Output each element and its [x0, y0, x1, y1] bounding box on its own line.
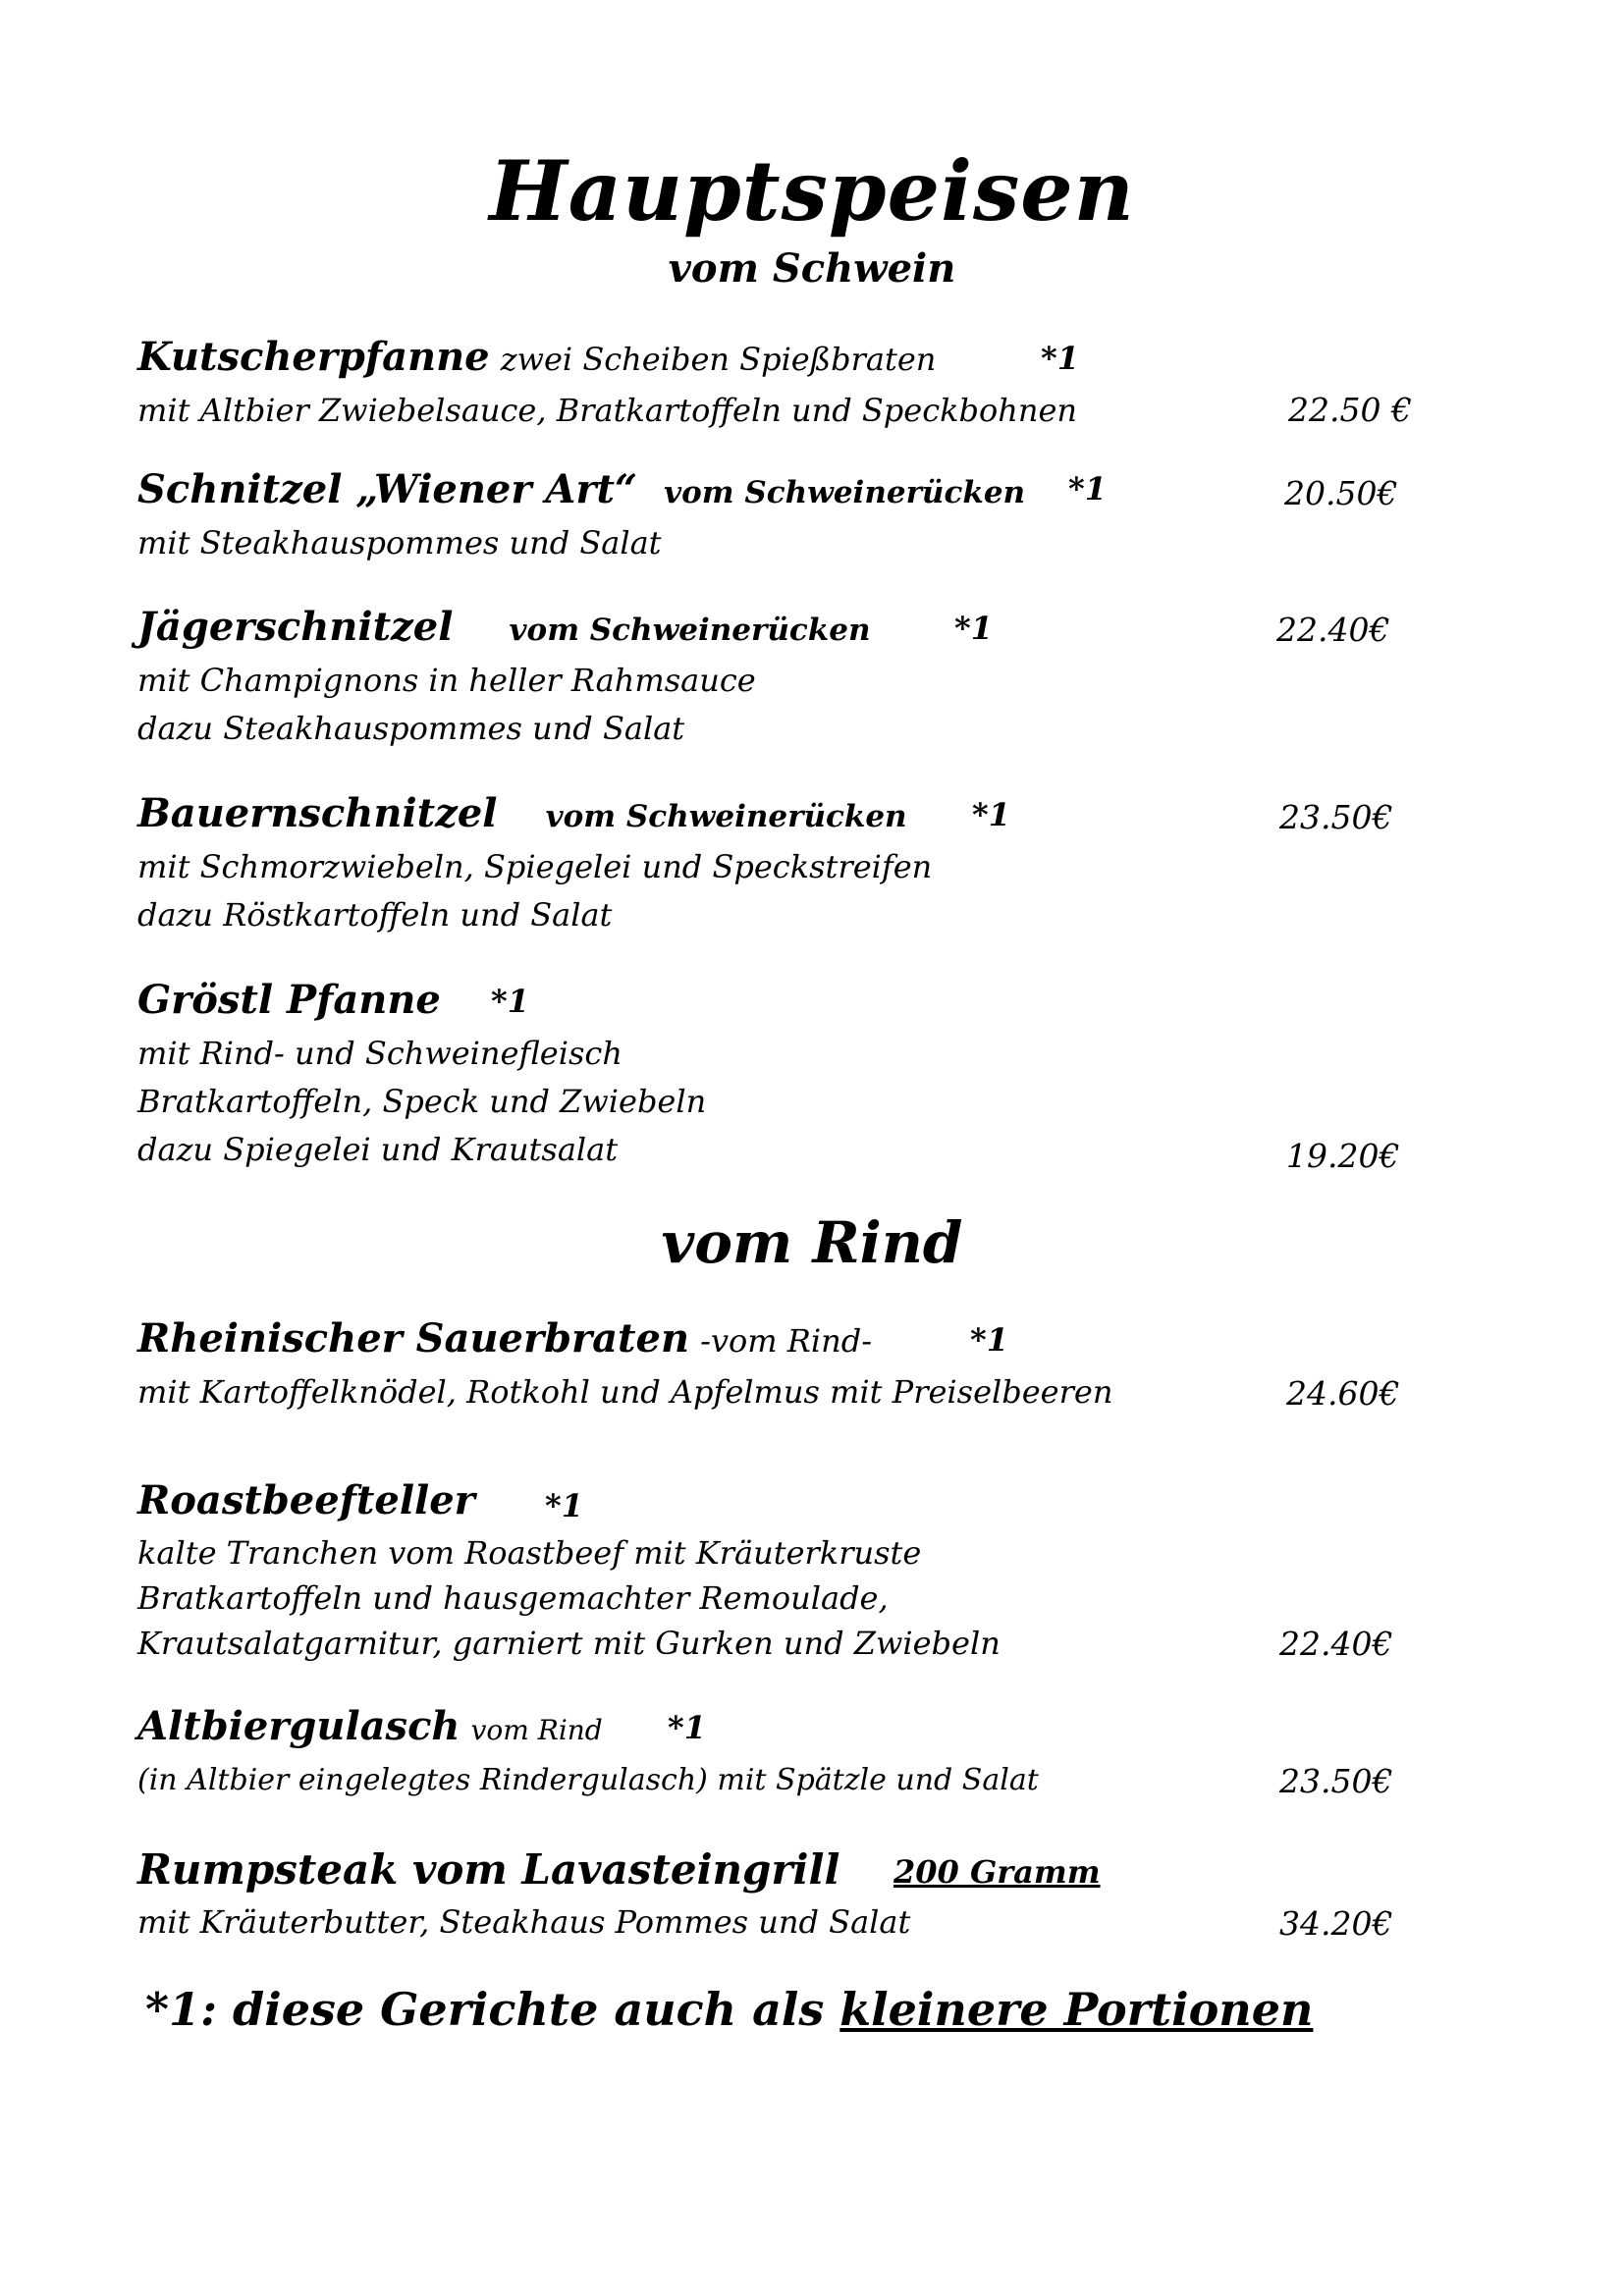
footnote-marker: *1 [954, 610, 993, 647]
dish-description: mit Altbier Zwiebelsauce, Bratkartoffeln und Speckbohnen [137, 392, 1078, 429]
price: 22.50 € [1288, 391, 1412, 429]
footnote-marker: *1 [668, 1709, 706, 1746]
dish-description: (in Altbier eingelegtes Rindergulasch) mit Spätzle und Salat [137, 1763, 1039, 1797]
dish-inline-description: -vom Rind- [700, 1322, 873, 1360]
footnote-marker: *1 [972, 796, 1010, 833]
price: 22.40€ [1276, 611, 1390, 649]
footnote-marker: *1 [1068, 470, 1107, 507]
menu-item-header [137, 466, 1434, 519]
footnote-marker: *1 [491, 983, 529, 1020]
menu-item-kutscherpfanne [137, 334, 1434, 435]
price: 20.50€ [1284, 474, 1398, 512]
dish-description: mit Schmorzwiebeln, Spiegelei und Speckstreifen [137, 848, 933, 885]
dish-name: Schnitzel „Wiener Art“ [137, 466, 637, 512]
price: 23.50€ [1279, 798, 1393, 836]
dish-description: dazu Steakhauspommes und Salat [137, 710, 685, 747]
dish-description: Krautsalatgarnitur, garniert mit Gurken und Zwiebeln [137, 1625, 1001, 1662]
dish-description: mit Kartoffelknödel, Rotkohl und Apfelmus mit Preiselbeeren [137, 1373, 1113, 1411]
dish-name: Altbiergulasch [137, 1703, 460, 1749]
menu-item-bauernschnitzel [137, 790, 1434, 939]
dish-inline-description: vom Schweinerücken [664, 475, 1026, 510]
price: 19.20€ [1286, 1137, 1400, 1175]
menu-item-rheinischer-sauerbraten [137, 1315, 1434, 1416]
menu-item-header [137, 1703, 1434, 1756]
dish-name: Roastbeefteller [137, 1477, 475, 1523]
footnote-emphasis: kleinere Portionen [839, 1983, 1314, 2036]
dish-inline-description: vom Rind [470, 1714, 603, 1746]
menu-item-header [137, 1315, 1434, 1368]
menu-item-jaegerschnitzel [137, 604, 1434, 753]
dish-description: kalte Tranchen vom Roastbeef mit Kräuterkruste [137, 1534, 922, 1572]
dish-description: mit Kräuterbutter, Steakhaus Pommes und Salat [137, 1903, 911, 1941]
menu-item-altbiergulasch [137, 1703, 1434, 1804]
menu-item-rumpsteak [137, 1845, 1434, 1947]
menu-item-header [137, 1845, 1434, 1898]
dish-name: Gröstl Pfanne [137, 977, 441, 1023]
price: 24.60€ [1286, 1374, 1400, 1413]
dish-name: Kutscherpfanne [137, 334, 490, 380]
menu-item-header [137, 790, 1434, 843]
dish-inline-description: vom Schweinerücken [545, 799, 907, 834]
menu-item-roastbeefteller [137, 1477, 1434, 1666]
menu-item-header [137, 1477, 1434, 1530]
dish-inline-description: vom Schweinerücken [509, 613, 871, 648]
footnote-text: *1: diese Gerichte auch als [145, 1983, 825, 2036]
section-title-beef: vom Rind [661, 1209, 963, 1276]
menu-item-header [137, 604, 1434, 657]
price: 22.40€ [1279, 1625, 1393, 1663]
dish-inline-description: zwei Scheiben Spießbraten [500, 341, 937, 378]
section-title-pork: vom Schwein [668, 245, 956, 292]
menu-item-groestl-pfanne [137, 977, 1434, 1174]
dish-name: Bauernschnitzel [137, 790, 498, 836]
dish-description: Bratkartoffeln und hausgemachter Remoulade, [137, 1579, 889, 1617]
dish-description: mit Champignons in heller Rahmsauce [137, 662, 756, 699]
dish-name: Rumpsteak vom Lavasteingrill [137, 1845, 840, 1894]
menu-item-header [137, 334, 1434, 387]
footnote-marker: *1 [1041, 340, 1079, 377]
footnote [145, 1983, 1313, 2036]
price: 23.50€ [1279, 1762, 1393, 1800]
page-title: Hauptspeisen [489, 142, 1135, 240]
footnote-marker: *1 [970, 1321, 1008, 1359]
dish-name: Rheinischer Sauerbraten [137, 1315, 690, 1362]
menu-item-schnitzel-wiener-art [137, 466, 1434, 567]
dish-description: dazu Spiegelei und Krautsalat [137, 1131, 619, 1168]
dish-name: Jägerschnitzel [137, 604, 454, 650]
dish-description: mit Rind- und Schweinefleisch [137, 1035, 623, 1072]
portion-weight: 200 Gramm [893, 1853, 1101, 1891]
price: 34.20€ [1279, 1904, 1393, 1943]
menu-item-header [137, 977, 1434, 1030]
dish-description: dazu Röstkartoffeln und Salat [137, 896, 613, 934]
dish-description: Bratkartoffeln, Speck und Zwiebeln [137, 1083, 707, 1120]
footnote-marker: *1 [545, 1487, 583, 1524]
dish-description: mit Steakhauspommes und Salat [137, 524, 662, 561]
